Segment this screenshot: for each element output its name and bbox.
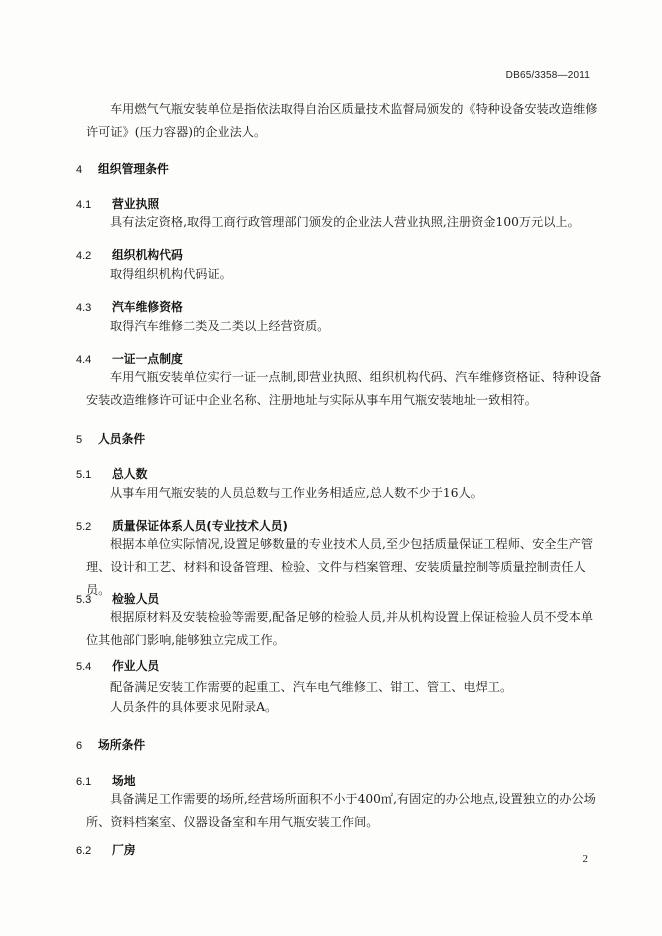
section-number: 5 (76, 434, 83, 446)
section-4-1-heading (76, 195, 159, 212)
standard-code: DB65/3358—2011 (505, 70, 590, 81)
section-4-2-text: 取得组织机构代码证。 (110, 267, 232, 281)
section-4-2-heading (76, 246, 183, 263)
section-5-3-heading (76, 590, 159, 607)
section-4-heading (76, 160, 169, 177)
section-number: 4.2 (76, 250, 92, 262)
section-number: 5.4 (76, 661, 92, 673)
section-number: 4 (76, 164, 83, 176)
section-6-heading (76, 736, 145, 753)
section-title: 作业人员 (112, 659, 160, 673)
section-title: 质量保证体系人员(专业技术人员) (112, 519, 288, 533)
section-number: 5.1 (76, 469, 92, 481)
section-6-1-heading (76, 772, 136, 789)
page-number: 2 (582, 853, 588, 865)
section-title: 组织管理条件 (98, 162, 169, 176)
section-5-2-heading (76, 517, 288, 534)
section-number: 4.3 (76, 302, 92, 314)
section-5-3-text: 根据原材料及安装检验等需要,配备足够的检验人员,并从机构设置上保证检验人员不受本单位其他部门影响,能够独立完成工作。 (86, 610, 594, 647)
section-title: 总人数 (112, 467, 148, 481)
section-5-4-text: 配备满足安装工作需要的起重工、汽车电气维修工、钳工、管工、电焊工。 (110, 680, 513, 694)
section-title: 汽车维修资格 (112, 300, 183, 314)
section-4-4-text: 车用气瓶安装单位实行一证一点制,即营业执照、组织机构代码、汽车维修资格证、特种设备安装改造维修许可证中企业名称、注册地址与实际从事车用气瓶安装地址一致相符。 (86, 370, 602, 407)
section-number: 4.1 (76, 199, 92, 211)
section-number: 6 (76, 740, 83, 752)
section-4-1-text: 具有法定资格,取得工商行政管理部门颁发的企业法人营业执照,注册资金100万元以上。 (110, 215, 580, 229)
section-6-1-text: 具备满足工作需要的场所,经营场所面积不小于400㎡,有固定的办公地点,设置独立的办公场所、资料档案室、仪器设备室和车用气瓶安装工作间。 (86, 792, 596, 829)
section-5-heading (76, 430, 145, 447)
section-title: 场地 (112, 774, 136, 788)
section-number: 6.1 (76, 776, 92, 788)
section-5-2-text: 根据本单位实际情况,设置足够数量的专业技术人员,至少包括质量保证工程师、安全生产管理、设计和工艺、材料和设备管理、检验、文件与档案管理、安装质量控制等质量控制责任人员。 (86, 537, 594, 597)
section-number: 6.2 (76, 845, 92, 857)
section-5-1-heading (76, 465, 147, 482)
section-title: 检验人员 (112, 592, 160, 606)
section-5-4-heading (76, 657, 159, 674)
section-number: 5.2 (76, 521, 92, 533)
section-number: 4.4 (76, 354, 92, 366)
section-5-4-appendix-note: 人员条件的具体要求见附录A。 (110, 700, 278, 714)
section-4-3-heading (76, 298, 183, 315)
section-title: 组织机构代码 (112, 248, 183, 262)
section-title: 厂房 (112, 843, 136, 857)
section-number: 5.3 (76, 594, 92, 606)
intro-paragraph: 车用燃气气瓶安装单位是指依法取得自治区质量技术监督局颁发的《特种设备安装改造维修许可证》(压力容器)的企业法人。 (86, 102, 598, 139)
section-6-2-heading (76, 841, 136, 858)
section-title: 场所条件 (98, 738, 146, 752)
section-title: 营业执照 (112, 197, 160, 211)
section-title: 一证一点制度 (112, 352, 183, 366)
section-title: 人员条件 (98, 432, 146, 446)
section-4-3-text: 取得汽车维修二类及二类以上经营资质。 (110, 319, 330, 333)
section-5-1-text: 从事车用气瓶安装的人员总数与工作业务相适应,总人数不少于16人。 (110, 486, 483, 500)
section-4-4-heading (76, 350, 183, 367)
